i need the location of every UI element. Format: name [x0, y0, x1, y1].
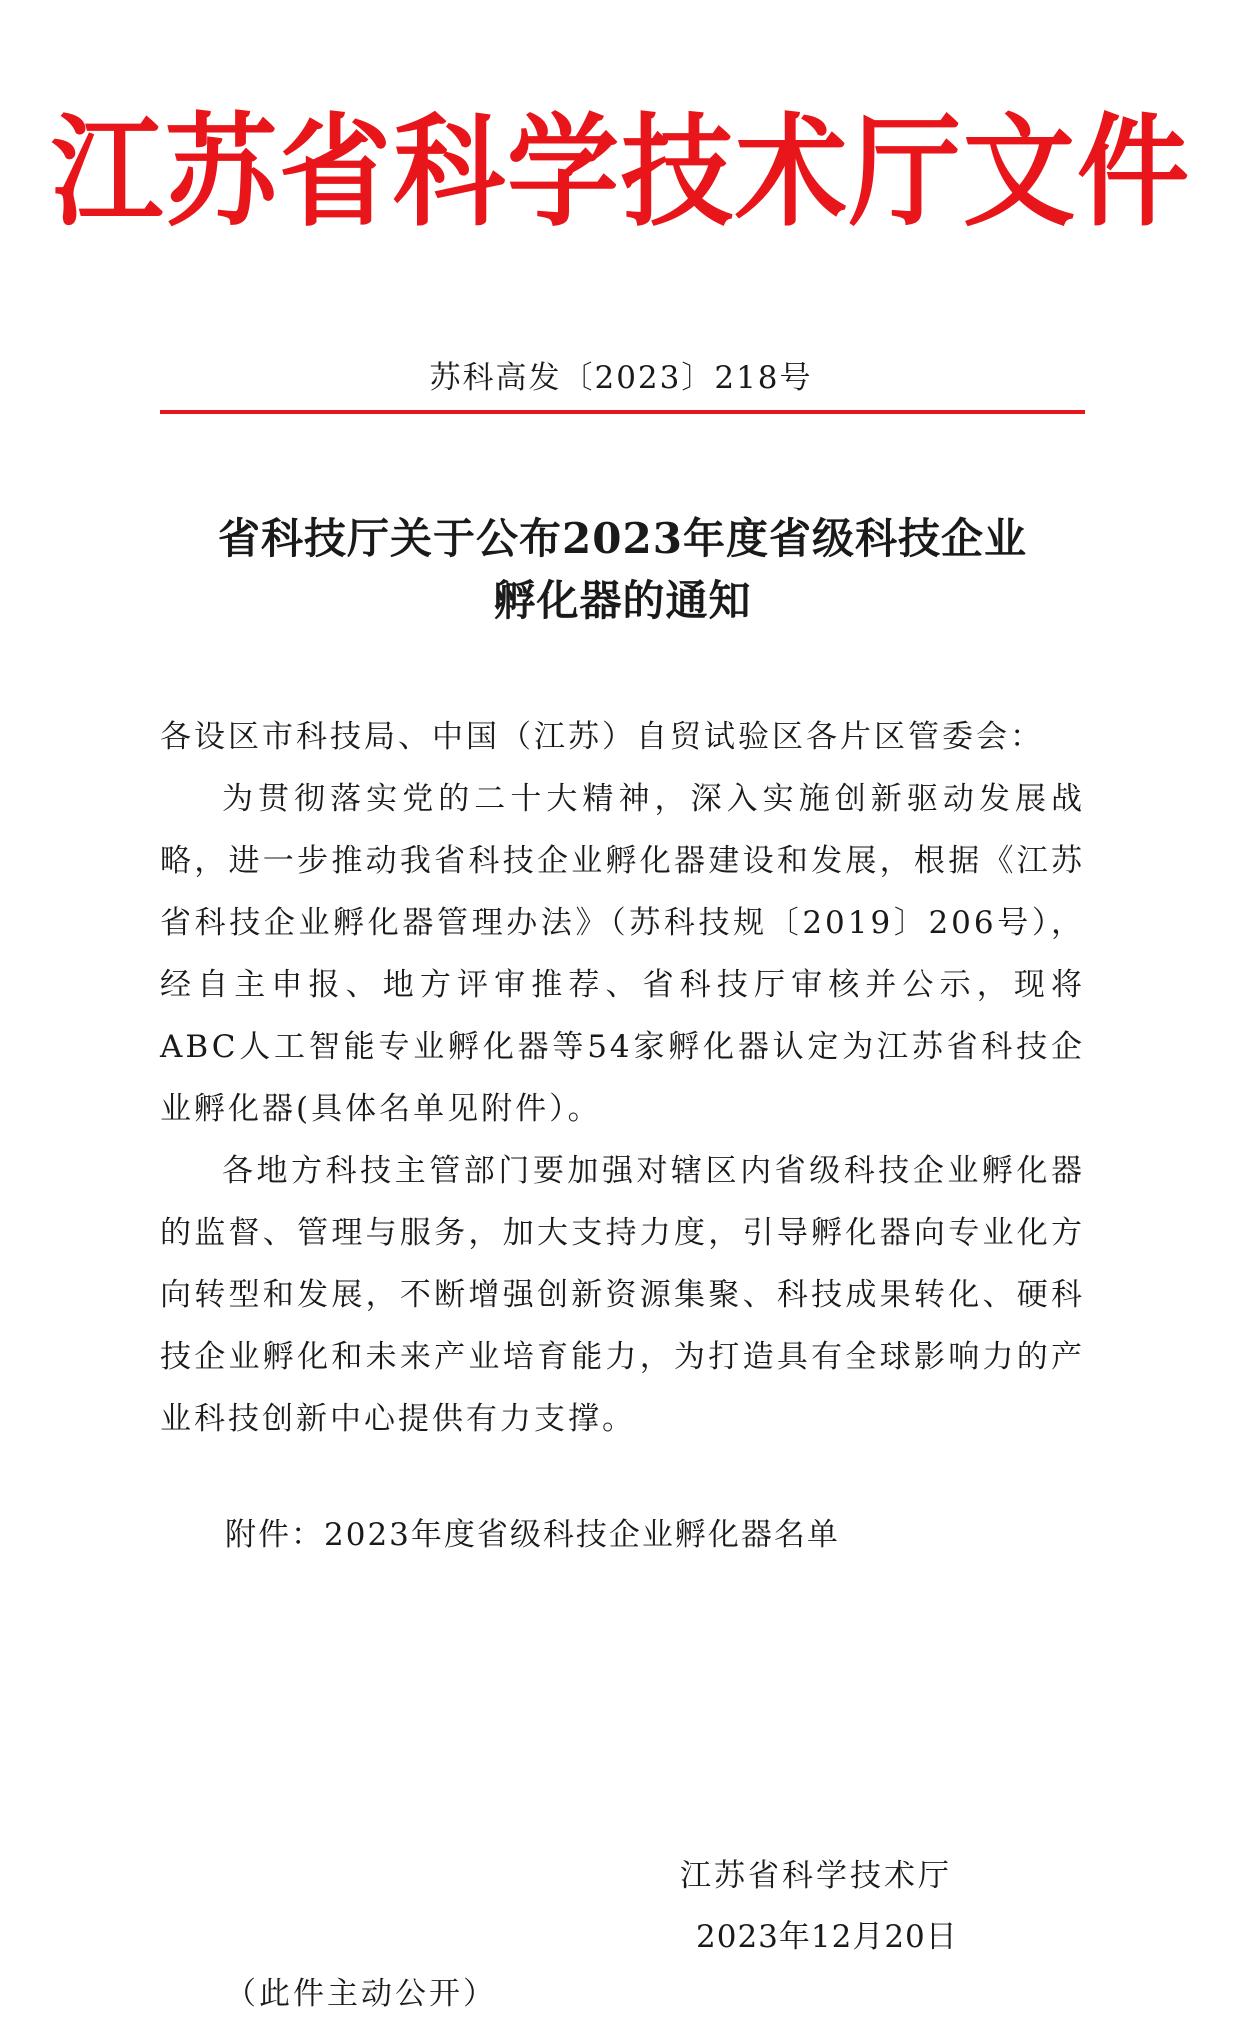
red-divider-line: [160, 410, 1085, 414]
notice-body: [160, 706, 1085, 1450]
salutation: 各设区市科技局、中国（江苏）自贸试验区各片区管委会：: [160, 719, 1044, 755]
notice-title-line-1: 省科技厅关于公布2023年度省级科技企业: [218, 514, 1027, 563]
notice-title-line-2: 孵化器的通知: [493, 576, 752, 625]
signature-date: 2023年12月20日: [696, 1919, 958, 1955]
document-number: 苏科高发〔2023〕218号: [429, 360, 813, 396]
body-paragraph-2: 各地方科技主管部门要加强对辖区内省级科技企业孵化器的监督、管理与服务，加大支持力度，引导孵化器向专业化方向转型和发展，不断增强创新资源集聚、科技成果转化、硬科技企业孵化和未来产业培育能力，为打造具有全球影响力的产业科技创新中心提供有力支撑。: [160, 1153, 1085, 1437]
notice-title: [160, 508, 1085, 632]
body-paragraph-1: 为贯彻落实党的二十大精神，深入实施创新驱动发展战略，进一步推动我省科技企业孵化器建设和发展，根据《江苏省科技企业孵化器管理办法》（苏科技规〔2019〕206号），经自主申报、地方评审推荐、省科技厅审核并公示，现将ABC人工智能专业孵化器等54家孵化器认定为江苏省科技企业孵化器(具体名单见附件）。: [160, 781, 1085, 1127]
signature-organization: 江苏省科学技术厅: [680, 1858, 952, 1894]
masthead-title: 江苏省科学技术厅文件: [51, 102, 1191, 244]
public-disclosure-note: （此件主动公开）: [225, 1976, 497, 2012]
attachment-line: 附件：2023年度省级科技企业孵化器名单: [225, 1517, 840, 1553]
